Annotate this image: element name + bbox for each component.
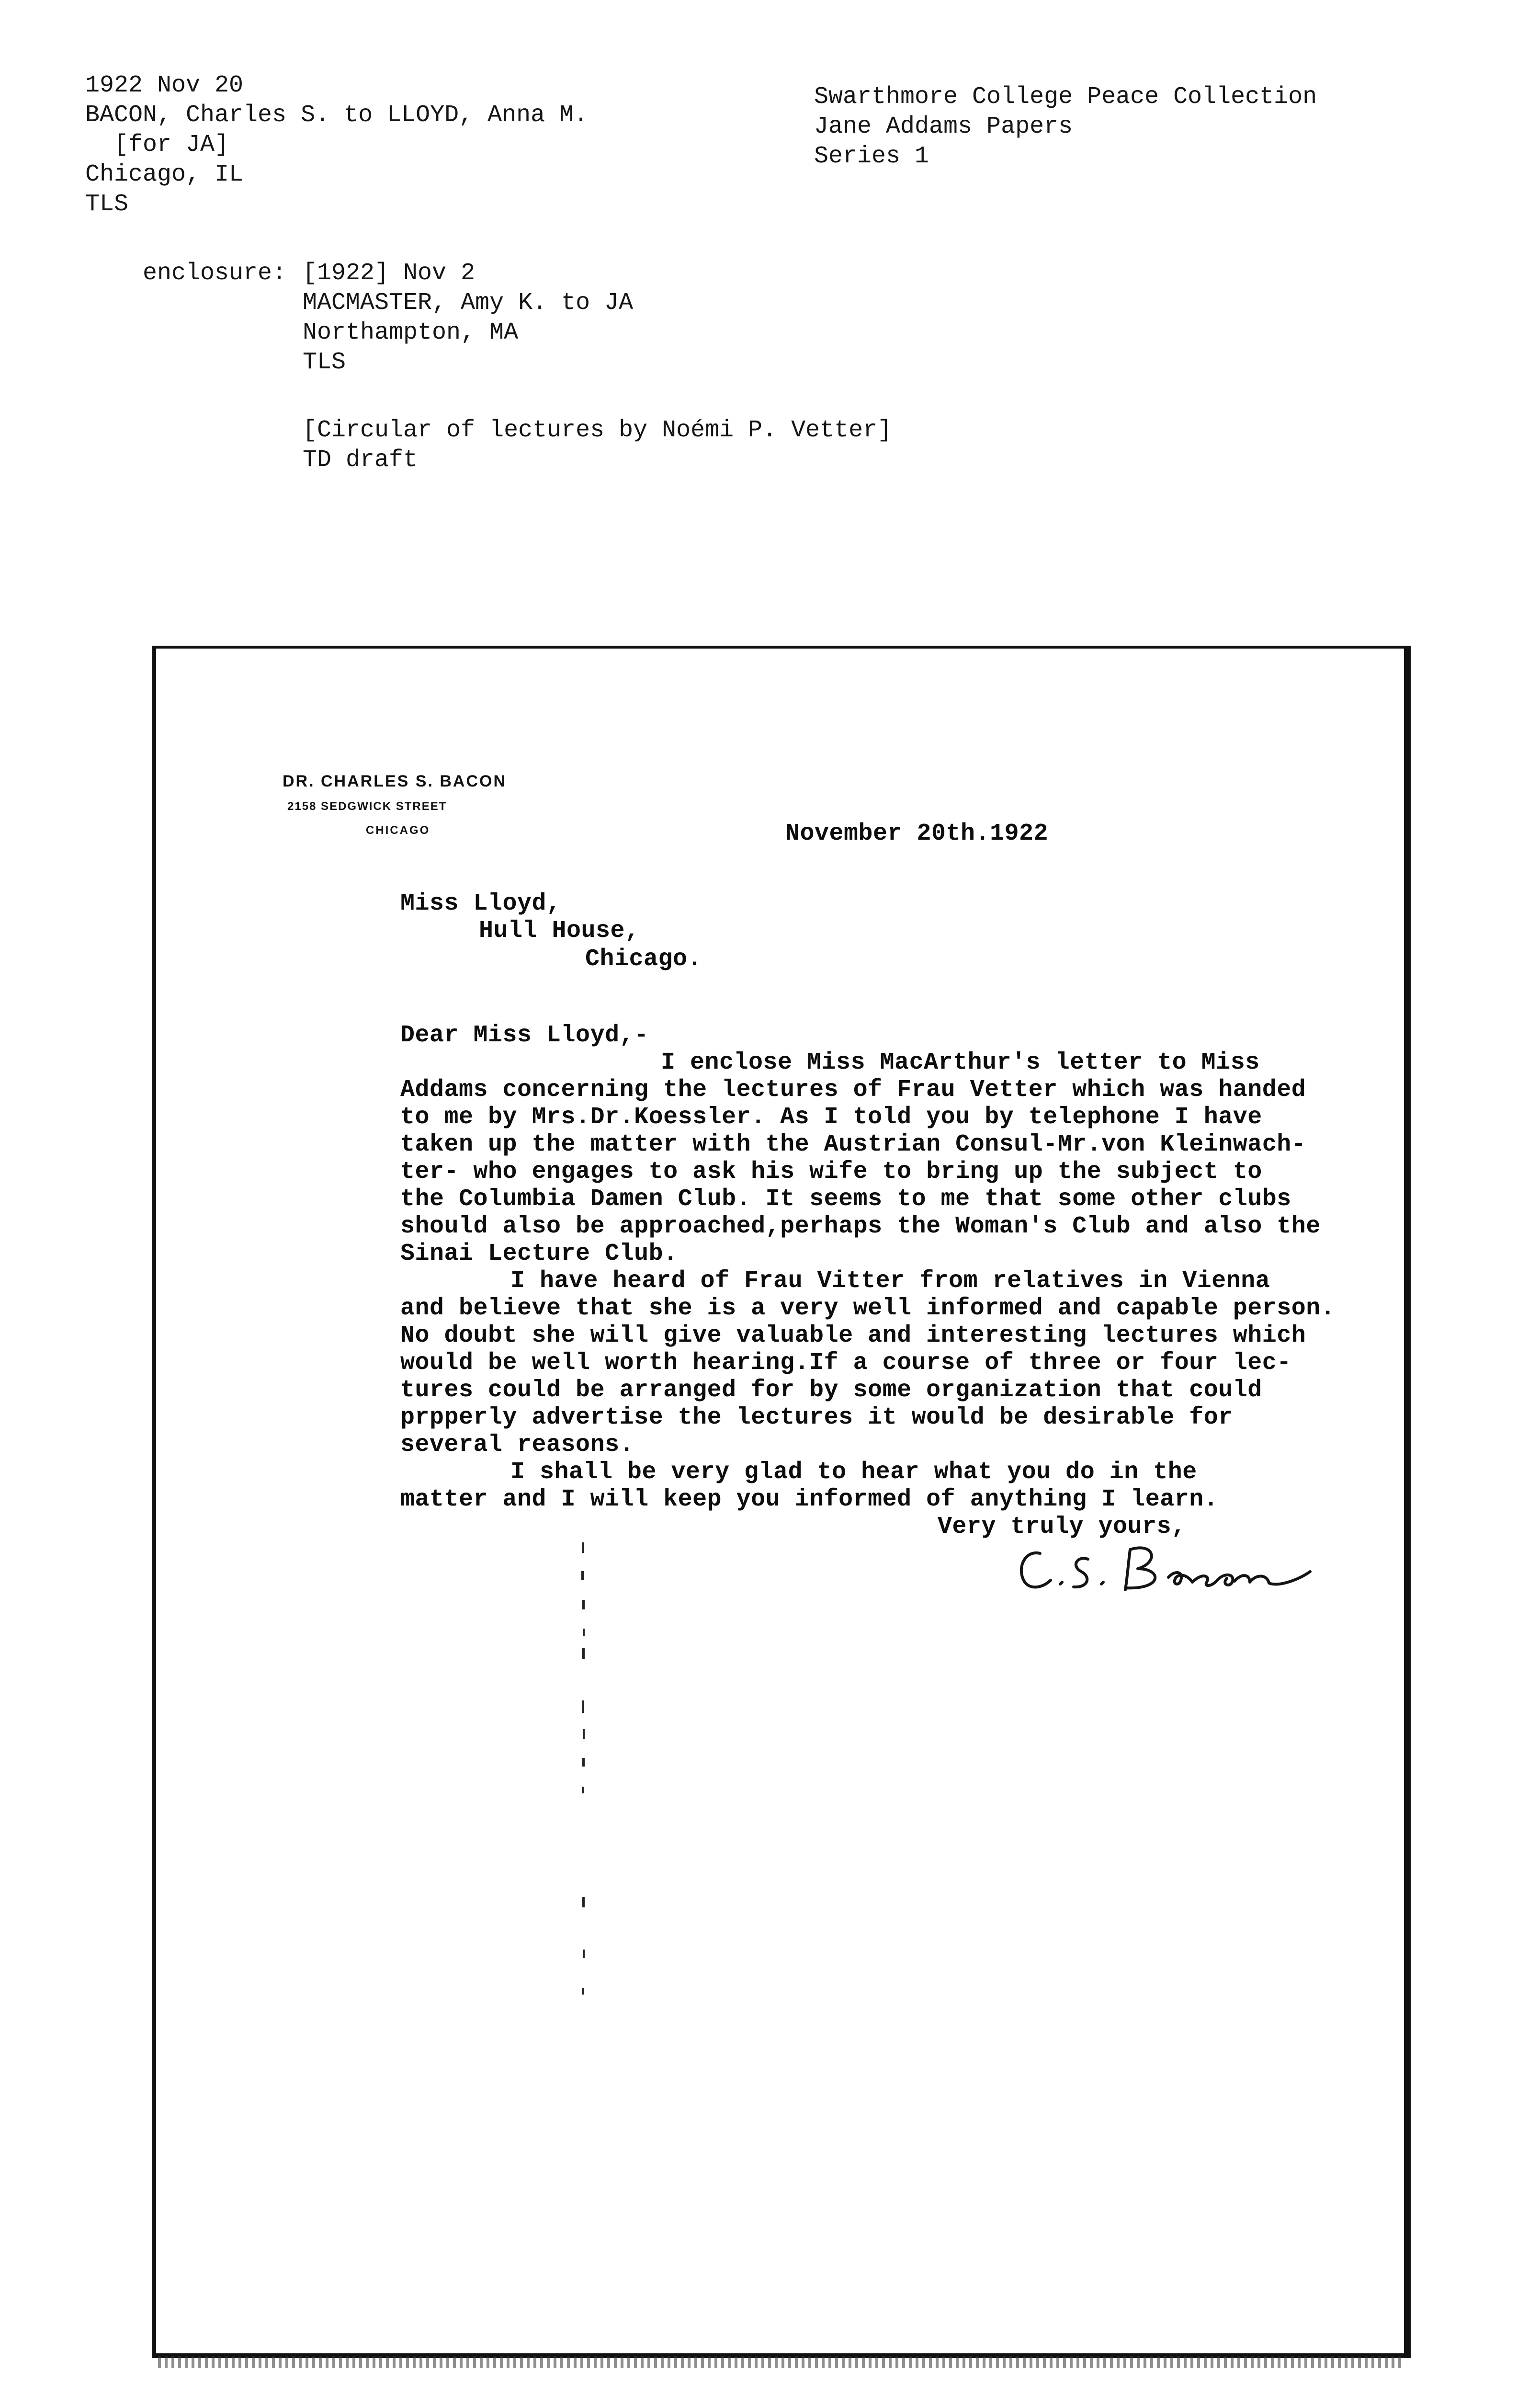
archive-doc-type: TLS [85, 191, 129, 218]
handwritten-signature [1010, 1530, 1317, 1602]
body-line: ter- who engages to ask his wife to bring up the subject to [400, 1158, 1262, 1186]
letterhead-street: 2158 SEDGWICK STREET [287, 800, 447, 813]
archive-place: Chicago, IL [85, 161, 244, 188]
body-line: taken up the matter with the Austrian Consul-Mr.von Kleinwach- [400, 1131, 1306, 1158]
recipient-line-2: Hull House, [479, 917, 640, 945]
sheet-shadow-edge [158, 2356, 1403, 2368]
body-line: to me by Mrs.Dr.Koessler. As I told you by telephone I have [400, 1104, 1262, 1131]
enclosure-date: [1922] Nov 2 [303, 260, 476, 287]
enclosure-label: enclosure: [143, 260, 287, 287]
archive-papers: Jane Addams Papers [814, 113, 1073, 140]
body-line: several reasons. [400, 1431, 634, 1459]
body-line: No doubt she will give valuable and interesting lectures which [400, 1322, 1306, 1349]
enclosure-correspondents: MACMASTER, Amy K. to JA [303, 289, 634, 317]
letter-date: November 20th.1922 [785, 820, 1049, 847]
salutation: Dear Miss Lloyd,- [400, 1022, 649, 1049]
body-line: and believe that she is a very well informed and capable person. [400, 1295, 1336, 1322]
body-line: the Columbia Damen Club. It seems to me that some other clubs [400, 1186, 1291, 1213]
letterhead-city: CHICAGO [366, 824, 430, 837]
archive-for-ja: [for JA] [85, 131, 229, 159]
archive-series: Series 1 [814, 143, 929, 170]
body-line: I have heard of Frau Vitter from relatives in Vienna [510, 1267, 1270, 1295]
body-line: Addams concerning the lectures of Frau Vetter which was handed [400, 1076, 1306, 1104]
archive-collection: Swarthmore College Peace Collection [814, 83, 1317, 111]
enclosure-circular: [Circular of lectures by Noémi P. Vetter] [303, 417, 892, 444]
fold-marks-decoration [575, 1528, 594, 2055]
archive-date: 1922 Nov 20 [85, 72, 244, 99]
body-line: I shall be very glad to hear what you do in the [510, 1459, 1197, 1486]
enclosure-circular-type: TD draft [303, 446, 418, 474]
recipient-line-1: Miss Lloyd, [400, 890, 561, 917]
body-line: would be well worth hearing.If a course of three or four lec- [400, 1349, 1291, 1377]
body-line: I enclose Miss MacArthur's letter to Miss [661, 1049, 1260, 1076]
enclosure-doc-type: TLS [303, 349, 346, 376]
closing: Very truly yours, [938, 1513, 1186, 1540]
body-line: Sinai Lecture Club. [400, 1240, 678, 1267]
body-line: matter and I will keep you informed of anything I learn. [400, 1486, 1219, 1513]
enclosure-place: Northampton, MA [303, 319, 519, 346]
archive-correspondents: BACON, Charles S. to LLOYD, Anna M. [85, 102, 589, 129]
letterhead-name: DR. CHARLES S. BACON [283, 772, 507, 790]
body-line: should also be approached,perhaps the Woman's Club and also the [400, 1213, 1321, 1240]
body-line: tures could be arranged for by some organization that could [400, 1377, 1262, 1404]
body-line: prpperly advertise the lectures it would be desirable for [400, 1404, 1233, 1431]
recipient-line-3: Chicago. [585, 946, 702, 973]
